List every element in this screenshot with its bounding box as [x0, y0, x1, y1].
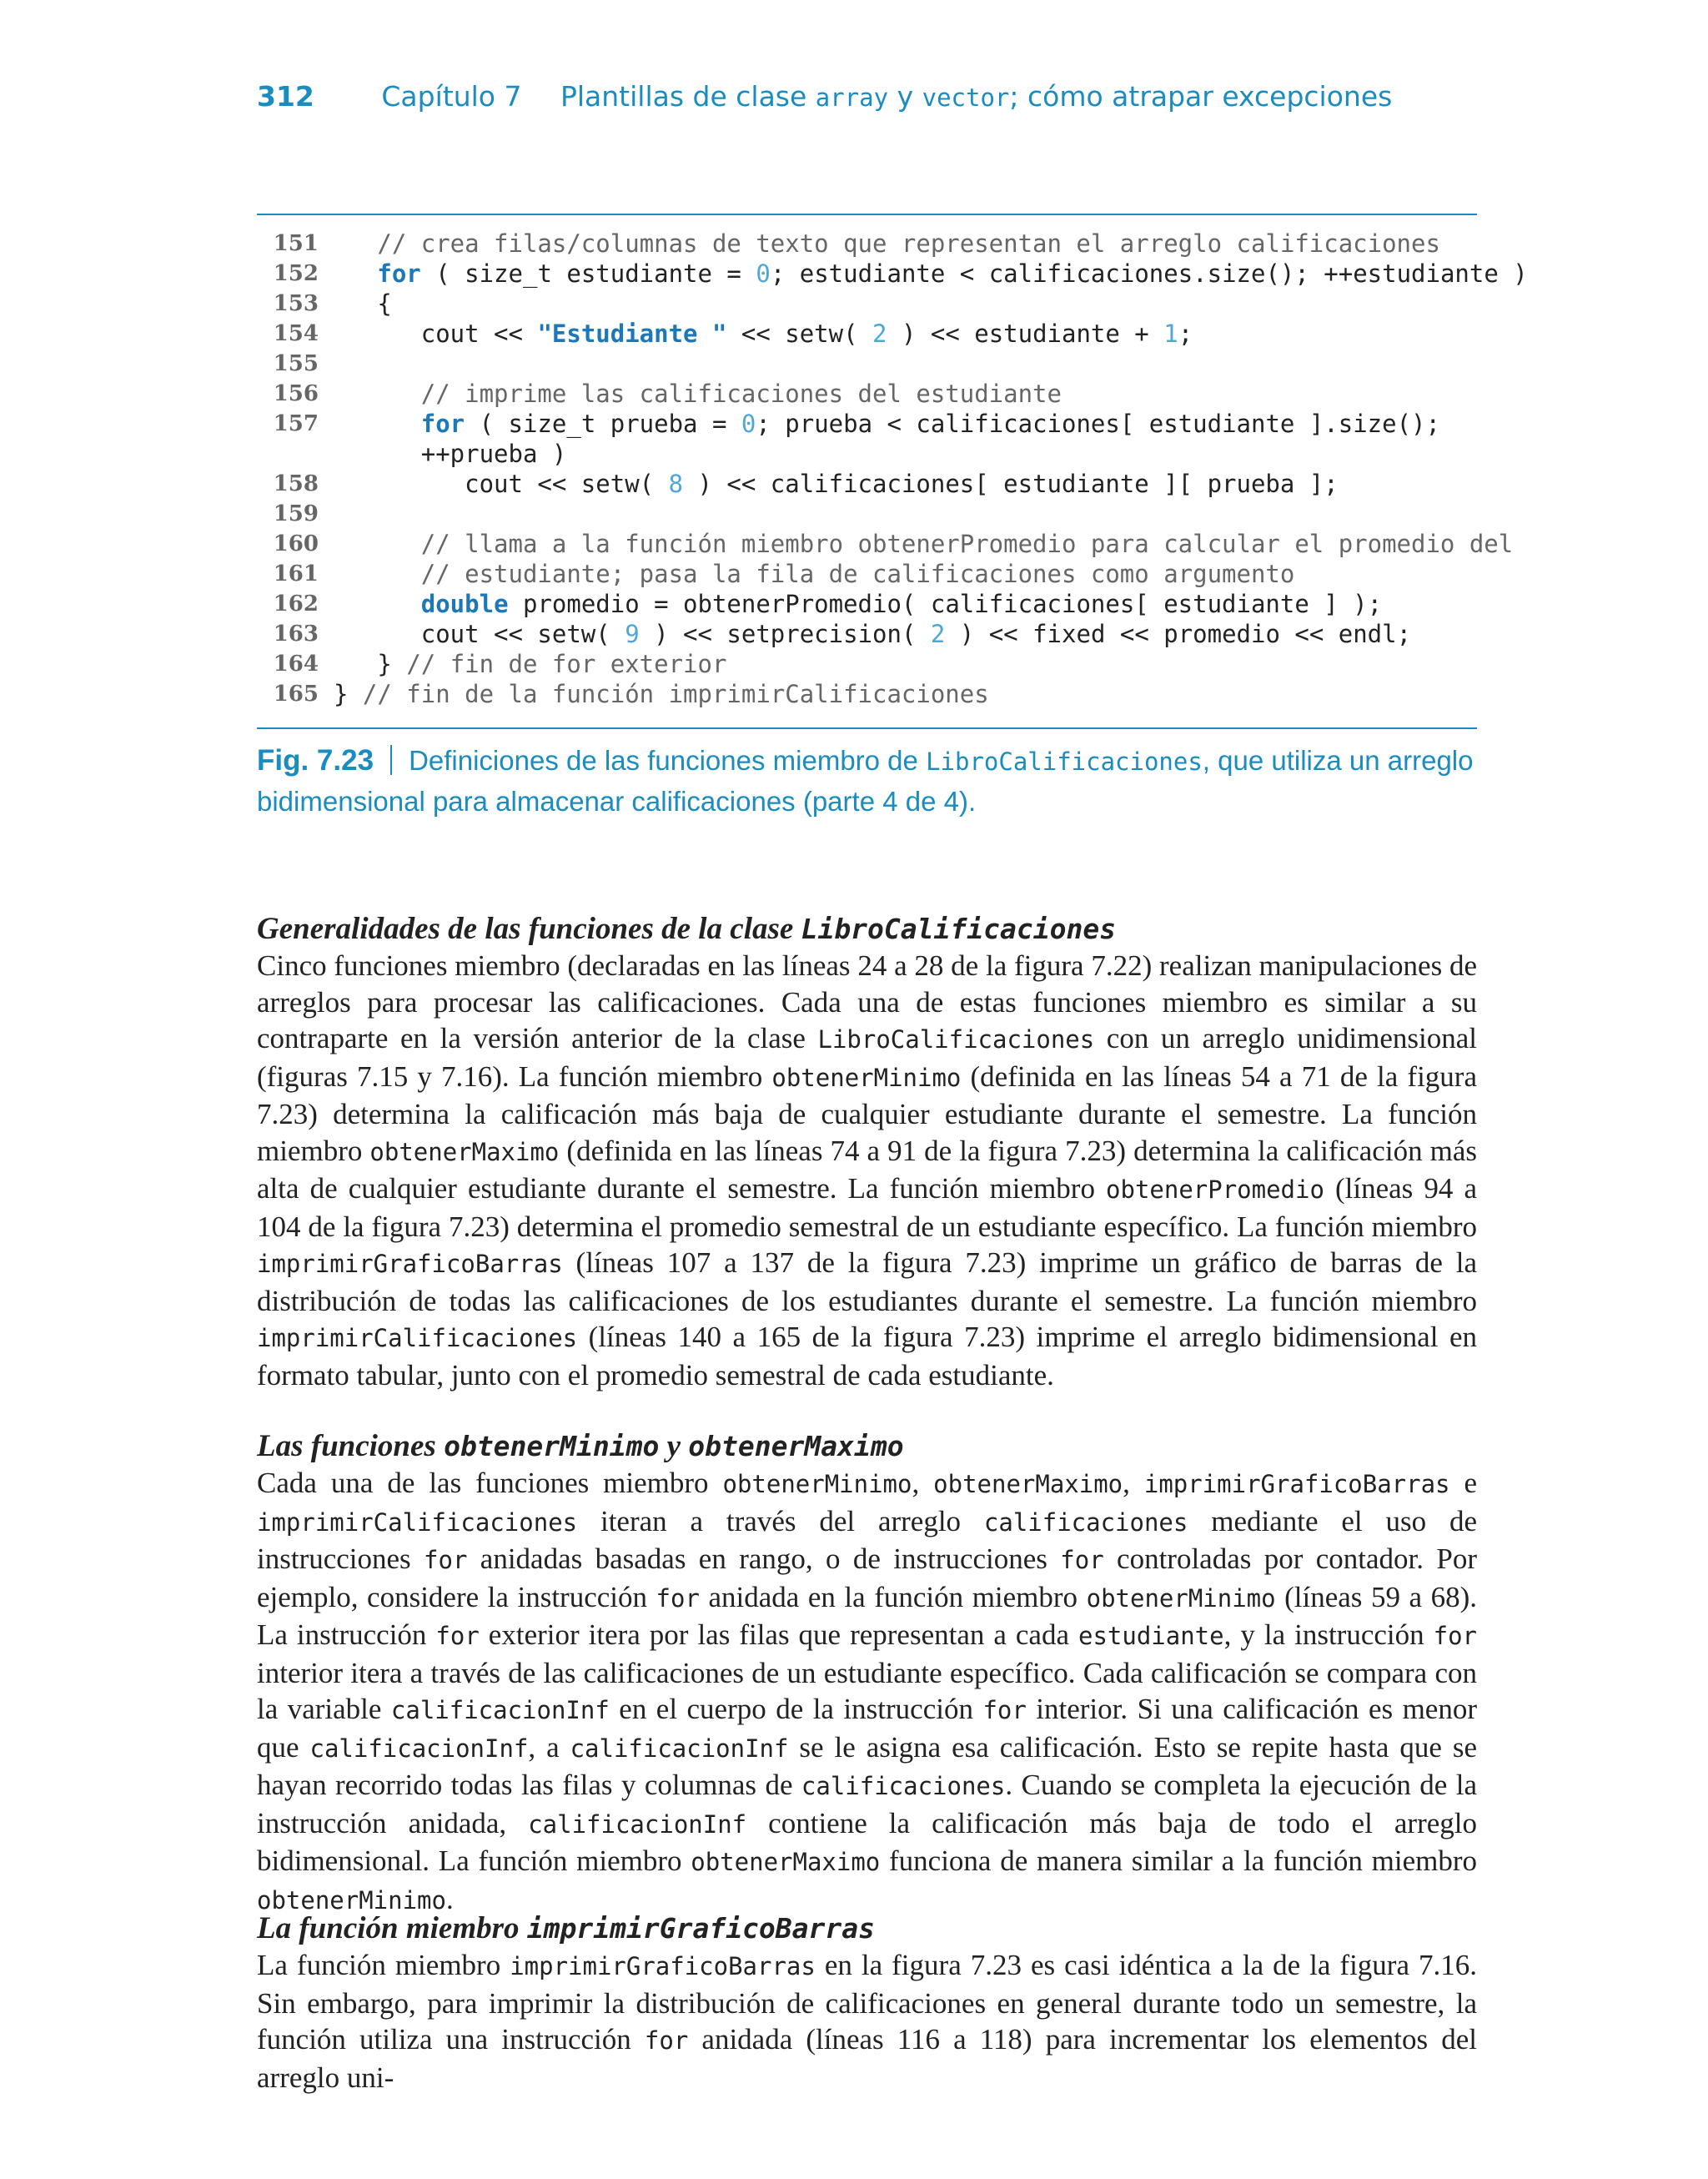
- section-imprimir-grafico-barras: [257, 1910, 1477, 2096]
- code-line: 153 {: [273, 289, 392, 318]
- code-line-continuation: ++prueba ): [334, 440, 567, 468]
- code-line: 160 // llama a la función miembro obtenerPromedio para calcular el promedio del: [273, 530, 1514, 558]
- chapter-label: Capítulo 7: [381, 80, 522, 113]
- caption-divider: [390, 745, 392, 775]
- figure-caption: Fig. 7.23 Definiciones de las funciones miembro de LibroCalificaciones, que utiliza un arreglo bidimensional para almacenar calificaciones (parte 4 de 4).: [257, 744, 1474, 817]
- code-line: 164 } // fin de for exterior: [273, 650, 727, 678]
- code-line: 152 for ( size_t estudiante = 0; estudiante < calificaciones.size(); ++estudiante ): [273, 259, 1528, 288]
- code-line: 161 // estudiante; pasa la fila de calificaciones como argumento: [273, 560, 1295, 588]
- section-heading: La función miembro imprimirGraficoBarras: [257, 1911, 876, 1945]
- code-top-rule: [257, 214, 1477, 215]
- code-listing: [257, 229, 1528, 709]
- code-line: 163 cout << setw( 9 ) << setprecision( 2 ) << fixed << promedio << endl;: [273, 620, 1412, 648]
- code-line: 155: [273, 351, 319, 376]
- section-paragraph: La función miembro imprimirGraficoBarras en la figura 7.23 es casi idéntica a la de la figura 7.16. Sin embargo, para imprimir la distribución de calificaciones en general durante todo un semestre, la función utiliza una instrucción for anidada (líneas 116 a 118) para incrementar los elementos del arreglo uni-: [257, 1949, 1478, 2094]
- section-heading: Generalidades de las funciones de la clase LibroCalificaciones: [257, 912, 1117, 946]
- section-obtener-min-max: [257, 1428, 1477, 1919]
- figure-number: Fig. 7.23: [257, 744, 374, 777]
- section-paragraph: Cinco funciones miembro (declaradas en las líneas 24 a 28 de la figura 7.22) realizan manipulaciones de arreglos para procesar las calificaciones. Cada una de estas funciones miembro es similar a su contraparte en la versión anterior de la clase LibroCalificaciones con un arreglo unidimensional (figuras 7.15 y 7.16). La función miembro obtenerMinimo (definida en las líneas 54 a 71 de la figura 7.23) determina la calificación más baja de cualquier estudiante durante el semestre. La función miembro obtenerMaximo (definida en las líneas 74 a 91 de la figura 7.23) determina la calificación más alta de cualquier estudiante durante el semestre. La función miembro obtenerPromedio (líneas 94 a 104 de la figura 7.23) determina el promedio semestral de un estudiante específico. La función miembro imprimirGraficoBarras (líneas 107 a 137 de la figura 7.23) imprime un gráfico de barras de la distribución de todas las calificaciones de los estudiantes durante el semestre. La función miembro imprimirCalificaciones (líneas 140 a 165 de la figura 7.23) imprime el arreglo bidimensional en formato tabular, junto con el promedio semestral de cada estudiante.: [257, 949, 1478, 1391]
- running-header: [257, 80, 1392, 113]
- code-line: 151 // crea filas/columnas de texto que representan el arreglo calificaciones: [273, 229, 1440, 258]
- code-line: 159: [273, 501, 319, 526]
- code-line: 165 } // fin de la función imprimirCalificaciones: [273, 680, 989, 708]
- code-line: 154 cout << "Estudiante " << setw( 2 ) << estudiante + 1;: [273, 320, 1193, 348]
- page-number: 312: [257, 80, 314, 113]
- code-line: 158 cout << setw( 8 ) << calificaciones[ estudiante ][ prueba ];: [273, 470, 1339, 498]
- code-line: 162 double promedio = obtenerPromedio( calificaciones[ estudiante ] );: [273, 590, 1383, 618]
- code-bottom-rule: [257, 727, 1477, 729]
- chapter-title: Plantillas de clase array y vector; cómo atrapar excepciones: [560, 80, 1393, 113]
- code-line: 156 // imprime las calificaciones del estudiante: [273, 380, 1062, 408]
- section-heading: Las funciones obtenerMinimo y obtenerMaximo: [257, 1429, 904, 1463]
- section-paragraph: Cada una de las funciones miembro obtenerMinimo, obtenerMaximo, imprimirGraficoBarras e imprimirCalificaciones iteran a través del arreglo calificaciones mediante el uso de instrucciones for anidadas basadas en rango, o de instrucciones for controladas por contador. Por ejemplo, considere la instrucción for anidada en la función miembro obtenerMinimo (líneas 59 a 68). La instrucción for exterior itera por las filas que representan a cada estudiante, y la instrucción for interior itera a través de las calificaciones de un estudiante específico. Cada calificación se compara con la variable calificacionInf en el cuerpo de la instrucción for interior. Si una calificación es menor que calificacionInf, a calificacionInf se le asigna esa calificación. Esto se repite hasta que se hayan recorrido todas las filas y columnas de calificaciones. Cuando se completa la ejecución de la instrucción anidada, calificacionInf contiene la calificación más baja de todo el arreglo bidimensional. La función miembro obtenerMaximo funciona de manera similar a la función miembro obtenerMinimo.: [257, 1467, 1478, 1915]
- section-generalidades: [257, 911, 1477, 1393]
- code-line: 157 for ( size_t prueba = 0; prueba < calificaciones[ estudiante ].size();: [273, 410, 1440, 438]
